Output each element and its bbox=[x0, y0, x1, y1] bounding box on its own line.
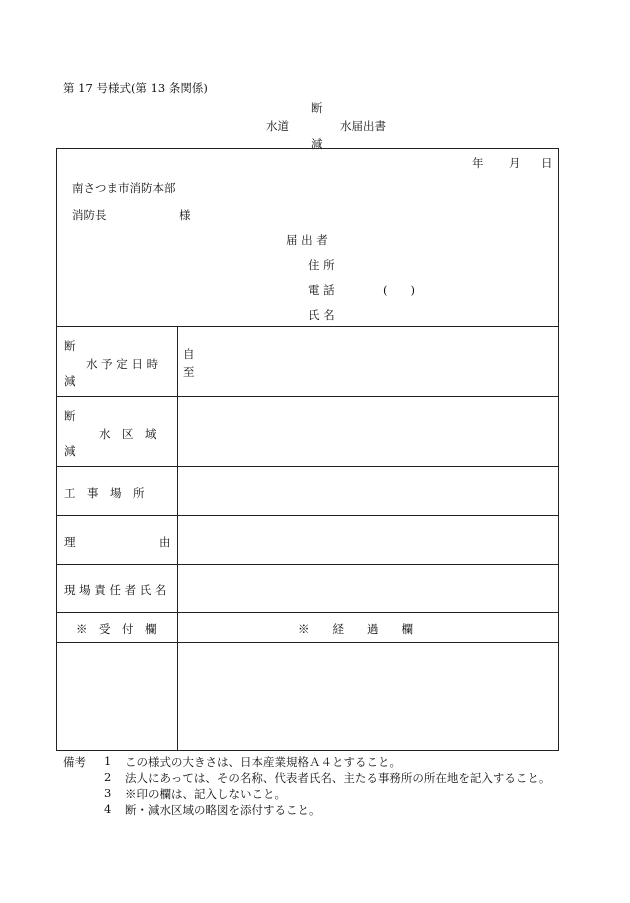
note-text: ※印の欄は、記入しないこと。 bbox=[125, 787, 286, 801]
schedule-from-label: 自 bbox=[183, 347, 195, 361]
divider bbox=[56, 564, 559, 565]
reception-header: ※ 受 付 欄 bbox=[76, 622, 157, 636]
divider bbox=[56, 326, 559, 327]
supervisor-label: 現 場 責 任 者 氏 名 bbox=[64, 583, 167, 597]
schedule-bottom-char: 減 bbox=[64, 374, 76, 388]
note-text: 法人にあっては、その名称、代表者氏名、主たる事務所の所在地を記入すること。 bbox=[125, 771, 551, 785]
schedule-to-label: 至 bbox=[183, 365, 195, 379]
note-text: 断・減水区域の略図を添付すること。 bbox=[125, 803, 321, 817]
column-divider bbox=[177, 326, 178, 751]
addressee-org: 南さつま市消防本部 bbox=[72, 181, 176, 195]
title-bottom-char: 減 bbox=[311, 137, 323, 151]
area-label: 水 区 域 bbox=[99, 427, 157, 441]
divider bbox=[56, 466, 559, 467]
progress-header: ※ 経 過 欄 bbox=[298, 622, 413, 636]
applicant-phone-paren: ( ) bbox=[383, 283, 415, 297]
schedule-label: 水 予 定 日 時 bbox=[86, 357, 159, 371]
note-number: 1 bbox=[104, 754, 112, 768]
divider bbox=[56, 642, 559, 643]
divider bbox=[56, 515, 559, 516]
date-month-label: 月 bbox=[509, 156, 521, 170]
reason-label-right: 由 bbox=[159, 535, 171, 549]
area-bottom-char: 減 bbox=[64, 444, 76, 458]
schedule-top-char: 断 bbox=[64, 339, 76, 353]
title-top-char: 断 bbox=[311, 101, 323, 115]
divider bbox=[56, 612, 559, 613]
reason-label-left: 理 bbox=[64, 535, 76, 549]
title-right: 水届出書 bbox=[340, 119, 386, 133]
applicant-name-label: 氏 名 bbox=[308, 308, 335, 322]
form-number: 第 17 号様式(第 13 条関係) bbox=[63, 81, 208, 95]
note-number: 2 bbox=[104, 770, 112, 784]
note-number: 3 bbox=[104, 786, 112, 800]
applicant-address-label: 住 所 bbox=[308, 258, 335, 272]
title-left: 水道 bbox=[266, 119, 289, 133]
applicant-phone-label: 電 話 bbox=[308, 283, 335, 297]
addressee-chief: 消防長 bbox=[72, 208, 107, 222]
date-day-label: 日 bbox=[541, 156, 553, 170]
notes-heading: 備考 bbox=[63, 755, 86, 769]
date-year-label: 年 bbox=[472, 156, 484, 170]
note-text: この様式の大きさは、日本産業規格Ａ４とすること。 bbox=[125, 755, 401, 769]
divider bbox=[56, 396, 559, 397]
area-top-char: 断 bbox=[64, 409, 76, 423]
note-number: 4 bbox=[104, 802, 112, 816]
site-label: 工 事 場 所 bbox=[64, 486, 145, 500]
applicant-label: 届 出 者 bbox=[286, 233, 328, 247]
addressee-honorific: 様 bbox=[179, 208, 191, 222]
